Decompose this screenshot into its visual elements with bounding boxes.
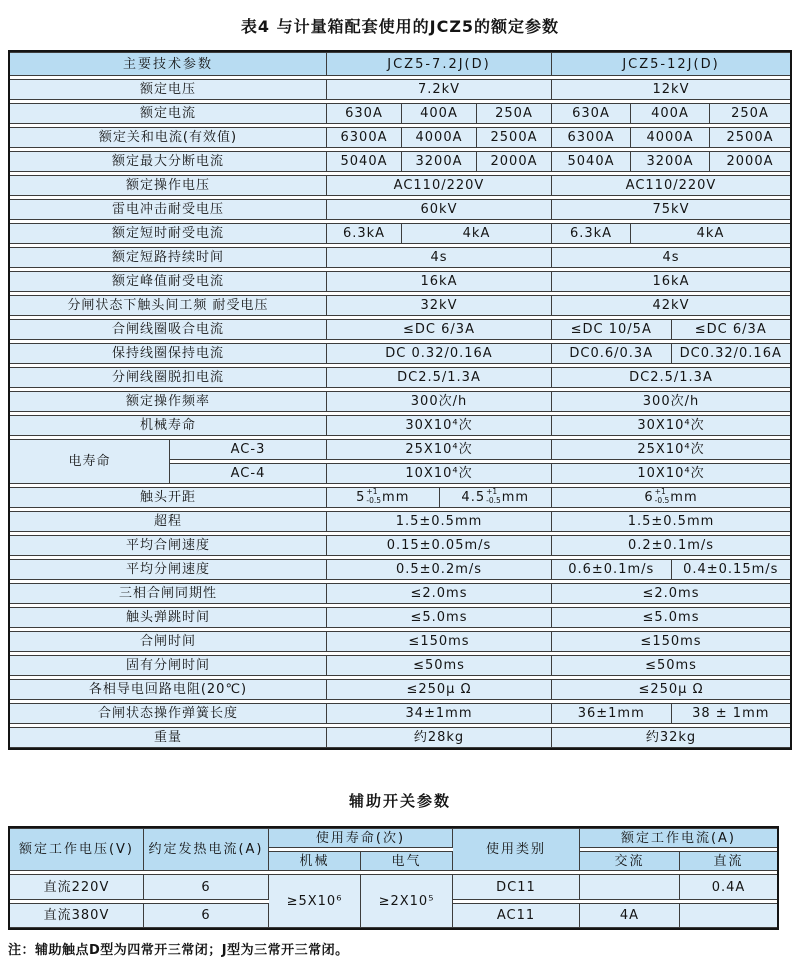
main-cell-value: 2500A [710, 127, 790, 148]
main-cell-value: DC2.5/1.3A [552, 367, 790, 388]
aux-cell-value: 4A [580, 903, 680, 928]
main-cell-value: 5040A [552, 151, 631, 172]
main-row-label: 机械寿命 [10, 415, 327, 436]
aux-column-header: 额定工作电流(A) [580, 828, 777, 848]
main-cell-value: 6.3kA [552, 223, 631, 244]
main-row-label: 触头弹跳时间 [10, 607, 327, 628]
main-cell-value: 3200A [631, 151, 710, 172]
main-row-label: 额定操作电压 [10, 175, 327, 196]
main-row-label: 额定短时耐受电流 [10, 223, 327, 244]
main-row-label: 各相导电回路电阻(20℃) [10, 679, 327, 700]
main-cell-value: 2000A [710, 151, 790, 172]
main-cell-value: ≤50ms [552, 655, 790, 676]
main-cell-value: 约32kg [552, 727, 790, 748]
main-cell-value: 4s [552, 247, 790, 268]
main-cell-value: 60kV [327, 199, 552, 220]
main-cell-value: 2000A [477, 151, 552, 172]
aux-row-label: 直流220V [10, 874, 144, 900]
main-cell-value: 1.5±0.5mm [327, 511, 552, 532]
main-row-label: 分闸状态下触头间工频 耐受电压 [10, 295, 327, 316]
main-cell-value: 250A [477, 103, 552, 124]
main-cell-value: ≤250μ Ω [552, 679, 790, 700]
main-cell-value [552, 703, 790, 724]
main-cell-value: 630A [327, 103, 402, 124]
main-row-label: AC-4 [170, 463, 327, 484]
main-row-label: 保持线圈保持电流 [10, 343, 327, 364]
main-column-header: JCZ5-12J(D) [552, 52, 790, 76]
main-cell-value: 6300A [552, 127, 631, 148]
main-cell-value: 36±1mm [577, 706, 645, 721]
main-cell-value: 25X10⁴次 [552, 439, 790, 460]
main-cell-value: 0.6±0.1m/s [568, 562, 655, 577]
main-cell-value: 10X10⁴次 [552, 463, 790, 484]
main-cell-value: ≤DC 6/3A [327, 319, 552, 340]
main-cell-value: 12kV [552, 79, 790, 100]
main-row-label: 重量 [10, 727, 327, 748]
main-cell-value: 34±1mm [327, 703, 552, 724]
main-row-label: 三相合闸同期性 [10, 583, 327, 604]
main-row-label: 额定操作频率 [10, 391, 327, 412]
main-cell-value: 6 +1 -0.5 mm [552, 487, 790, 508]
aux-cell-value: ≥2X10⁵ [361, 874, 453, 928]
main-cell-value: 300次/h [552, 391, 790, 412]
main-row-label: 额定峰值耐受电流 [10, 271, 327, 292]
aux-table-title: 辅助开关参数 [348, 792, 451, 810]
main-cell-value: DC0.6/0.3A [569, 346, 654, 361]
tolerance-superscript: +1 -0.5 [366, 487, 382, 505]
main-cell-value: 约28kg [327, 727, 552, 748]
main-row-label: 合闸状态操作弹簧长度 [10, 703, 327, 724]
aux-cell-value: DC11 [453, 874, 580, 900]
main-cell-value: 25X10⁴次 [327, 439, 552, 460]
aux-column-header: 直流 [680, 851, 777, 871]
main-cell-value: AC110/220V [552, 175, 790, 196]
main-cell-value: 2500A [477, 127, 552, 148]
main-cell-value: ≤5.0ms [327, 607, 552, 628]
main-cell-value: 250A [710, 103, 790, 124]
aux-column-header: 机械 [269, 851, 361, 871]
aux-cell-value: 6 [144, 874, 269, 900]
main-row-label: 电寿命 [10, 439, 170, 484]
main-cell-value: 4s [327, 247, 552, 268]
aux-column-header: 电气 [361, 851, 453, 871]
main-cell-value: AC110/220V [327, 175, 552, 196]
main-cell-value [327, 487, 552, 508]
main-cell-value: 6300A [327, 127, 402, 148]
main-column-header: 主要技术参数 [10, 52, 327, 76]
main-row-label: 雷电冲击耐受电压 [10, 199, 327, 220]
main-cell-value [552, 343, 790, 364]
main-row-label: 额定短路持续时间 [10, 247, 327, 268]
main-cell-value: 16kA [327, 271, 552, 292]
main-column-header: JCZ5-7.2J(D) [327, 52, 552, 76]
main-cell-value: 4000A [631, 127, 710, 148]
main-cell-value: DC2.5/1.3A [327, 367, 552, 388]
aux-cell-value: AC11 [453, 903, 580, 928]
tolerance-superscript: +1 -0.5 [654, 487, 670, 505]
footnote: 注：辅助触点D型为四常开三常闭；J型为三常开三常闭。 [8, 943, 349, 958]
main-row-label: 平均分闸速度 [10, 559, 327, 580]
main-cell-value: 3200A [402, 151, 477, 172]
main-row-label: 额定电压 [10, 79, 327, 100]
main-cell-value: ≤2.0ms [552, 583, 790, 604]
main-cell-value: DC0.32/0.16A [671, 344, 791, 363]
main-table [8, 50, 792, 750]
main-cell-value: DC 0.32/0.16A [327, 343, 552, 364]
main-row-label: 平均合闸速度 [10, 535, 327, 556]
main-cell-value: 5040A [327, 151, 402, 172]
aux-cell-value: ≥5X10⁶ [269, 874, 361, 928]
main-table-title: 表4 与计量箱配套使用的JCZ5的额定参数 [240, 17, 560, 36]
aux-row-label: 直流380V [10, 903, 144, 928]
main-row-label: 额定关和电流(有效值) [10, 127, 327, 148]
main-cell-value: 4.5 +1 -0.5 mm [439, 488, 552, 507]
aux-cell-value [580, 874, 680, 900]
main-cell-value: ≤150ms [552, 631, 790, 652]
main-cell-value: 30X10⁴次 [327, 415, 552, 436]
main-cell-value: 0.15±0.05m/s [327, 535, 552, 556]
main-cell-value: ≤DC 10/5A [570, 322, 652, 337]
main-cell-value: 6.3kA [327, 223, 402, 244]
main-cell-value: 75kV [552, 199, 790, 220]
main-cell-value: AC-3 [170, 439, 327, 460]
main-cell-value: ≤2.0ms [327, 583, 552, 604]
main-cell-value: 16kA [552, 271, 790, 292]
main-row-label: 额定最大分断电流 [10, 151, 327, 172]
main-cell-value: 1.5±0.5mm [552, 511, 790, 532]
main-cell-value: ≤DC 6/3A [671, 320, 791, 339]
main-row-label: 额定电流 [10, 103, 327, 124]
main-cell-value: 400A [402, 103, 477, 124]
main-row-label: 合闸线圈吸合电流 [10, 319, 327, 340]
aux-column-header: 使用类别 [453, 828, 580, 871]
main-row-label: 固有分闸时间 [10, 655, 327, 676]
aux-column-header: 约定发热电流(A) [144, 828, 269, 871]
main-cell-value: 42kV [552, 295, 790, 316]
main-cell-value [552, 559, 790, 580]
main-row-label: 合闸时间 [10, 631, 327, 652]
main-cell-value: 5 +1 -0.5 mm [356, 487, 410, 505]
main-cell-value: 10X10⁴次 [327, 463, 552, 484]
aux-table [8, 826, 779, 930]
main-cell-value: 4kA [631, 223, 790, 244]
aux-column-header: 使用寿命(次) [269, 828, 453, 848]
main-cell-value: 32kV [327, 295, 552, 316]
main-cell-value: ≤250μ Ω [327, 679, 552, 700]
main-cell-value: 0.5±0.2m/s [327, 559, 552, 580]
main-cell-value: 7.2kV [327, 79, 552, 100]
main-cell-value: 0.2±0.1m/s [552, 535, 790, 556]
aux-cell-value [680, 903, 777, 928]
main-cell-value: 38 ± 1mm [671, 704, 791, 723]
aux-column-header: 额定工作电压(V) [10, 828, 144, 871]
main-cell-value: ≤50ms [327, 655, 552, 676]
main-cell-value [552, 319, 790, 340]
main-cell-value: 30X10⁴次 [552, 415, 790, 436]
main-cell-value: ≤5.0ms [552, 607, 790, 628]
main-row-label: 超程 [10, 511, 327, 532]
aux-cell-value: 0.4A [680, 874, 777, 900]
main-row-label: 触头开距 [10, 487, 327, 508]
tolerance-superscript: +1 -0.5 [486, 487, 501, 505]
main-cell-value: ≤150ms [327, 631, 552, 652]
aux-column-header: 交流 [580, 851, 680, 871]
main-row-label: 分闸线圈脱扣电流 [10, 367, 327, 388]
main-cell-value: 630A [552, 103, 631, 124]
main-cell-value: 4kA [402, 223, 552, 244]
aux-cell-value: 6 [144, 903, 269, 928]
main-cell-value: 400A [631, 103, 710, 124]
main-cell-value: 300次/h [327, 391, 552, 412]
main-cell-value: 0.4±0.15m/s [671, 560, 791, 579]
main-cell-value: 4000A [402, 127, 477, 148]
